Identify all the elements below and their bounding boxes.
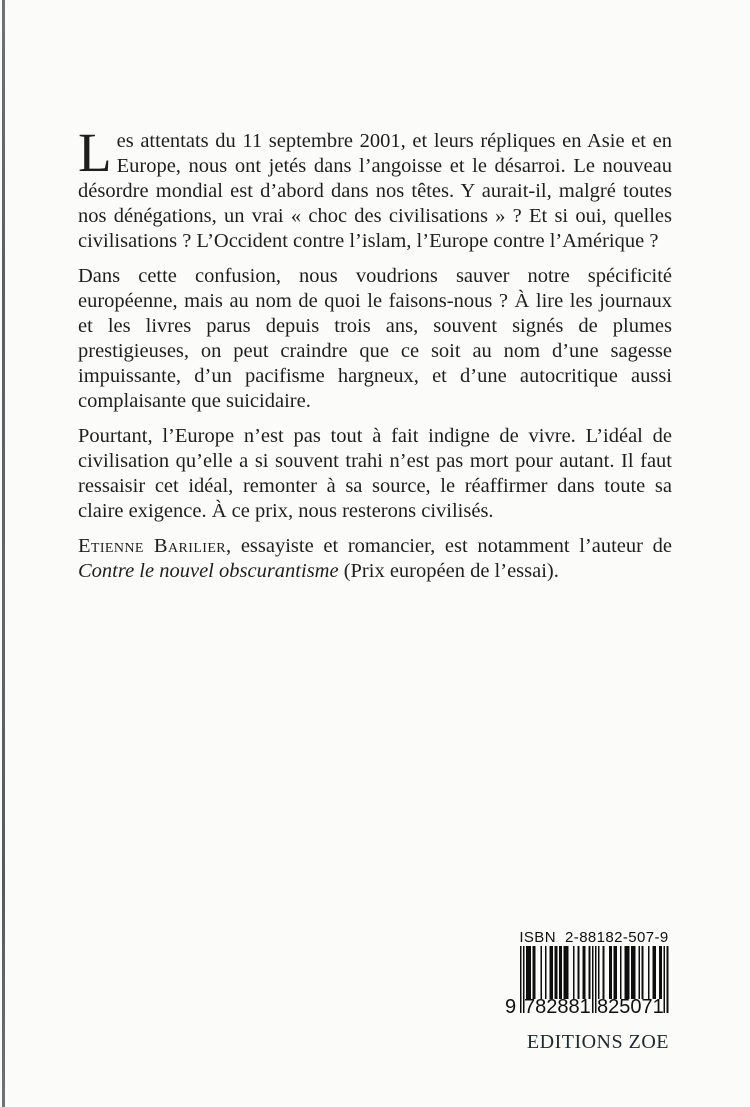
barcode-block <box>505 929 671 1021</box>
blurb-paragraph-3: Pourtant, l’Europe n’est pas tout à fait indigne de vivre. L’idéal de civilisation qu’elle a si souvent trahi n’est pas mort pour autant. Il faut ressaisir cet idéal, remonter à sa source, le réaffirmer dans toute sa claire exigence. À ce prix, nous resterons civilisés. <box>78 425 672 522</box>
ean-right-group: 825071 <box>597 996 664 1018</box>
isbn-label: ISBN 2-88182-507-9 <box>519 929 669 946</box>
ean-first-digit: 9 <box>505 996 517 1018</box>
book-spine-edge <box>2 0 5 1107</box>
author-note <box>78 534 672 584</box>
author-name: Etienne Barilier <box>78 535 227 557</box>
publisher-name: EDITIONS ZOE <box>526 1031 669 1053</box>
blurb-paragraph-2: Dans cette confusion, nous voudrions sauver notre spécificité européenne, mais au nom de quoi le faisons-nous ? À lire les journaux et les livres parus depuis trois ans, souvent signés de plumes prestigieuses, on peut craindre que ce soit au nom d’une sagesse impuissante, d’un pacifisme hargneux, et d’une autocritique aussi complaisante que suicidaire. <box>78 265 672 412</box>
author-work-title: Contre le nouvel obscurantisme <box>78 560 339 582</box>
blurb-paragraph-1 <box>78 122 672 254</box>
blurb-paragraph-1-text: es attentats du 11 septembre 2001, et leurs répliques en Asie et en Europe, nous ont jetés dans l’angoisse et le désarroi. Le nouveau désordre mondial est d’abord dans nos têtes. Y aurait-il, malgré toutes nos dénégations, un vrai « choc des civilisations » ? Et si oui, quelles civilisations ? L’Occident contre l’islam, l’Europe contre l’Amérique ? <box>78 130 672 252</box>
ean-left-group: 782881 <box>524 996 591 1018</box>
blurb <box>78 122 672 584</box>
author-description: , essayiste et romancier, est notamment l’auteur de <box>226 535 672 557</box>
author-note-suffix: (Prix européen de l’essai). <box>338 560 559 582</box>
drop-cap: L <box>78 122 112 183</box>
